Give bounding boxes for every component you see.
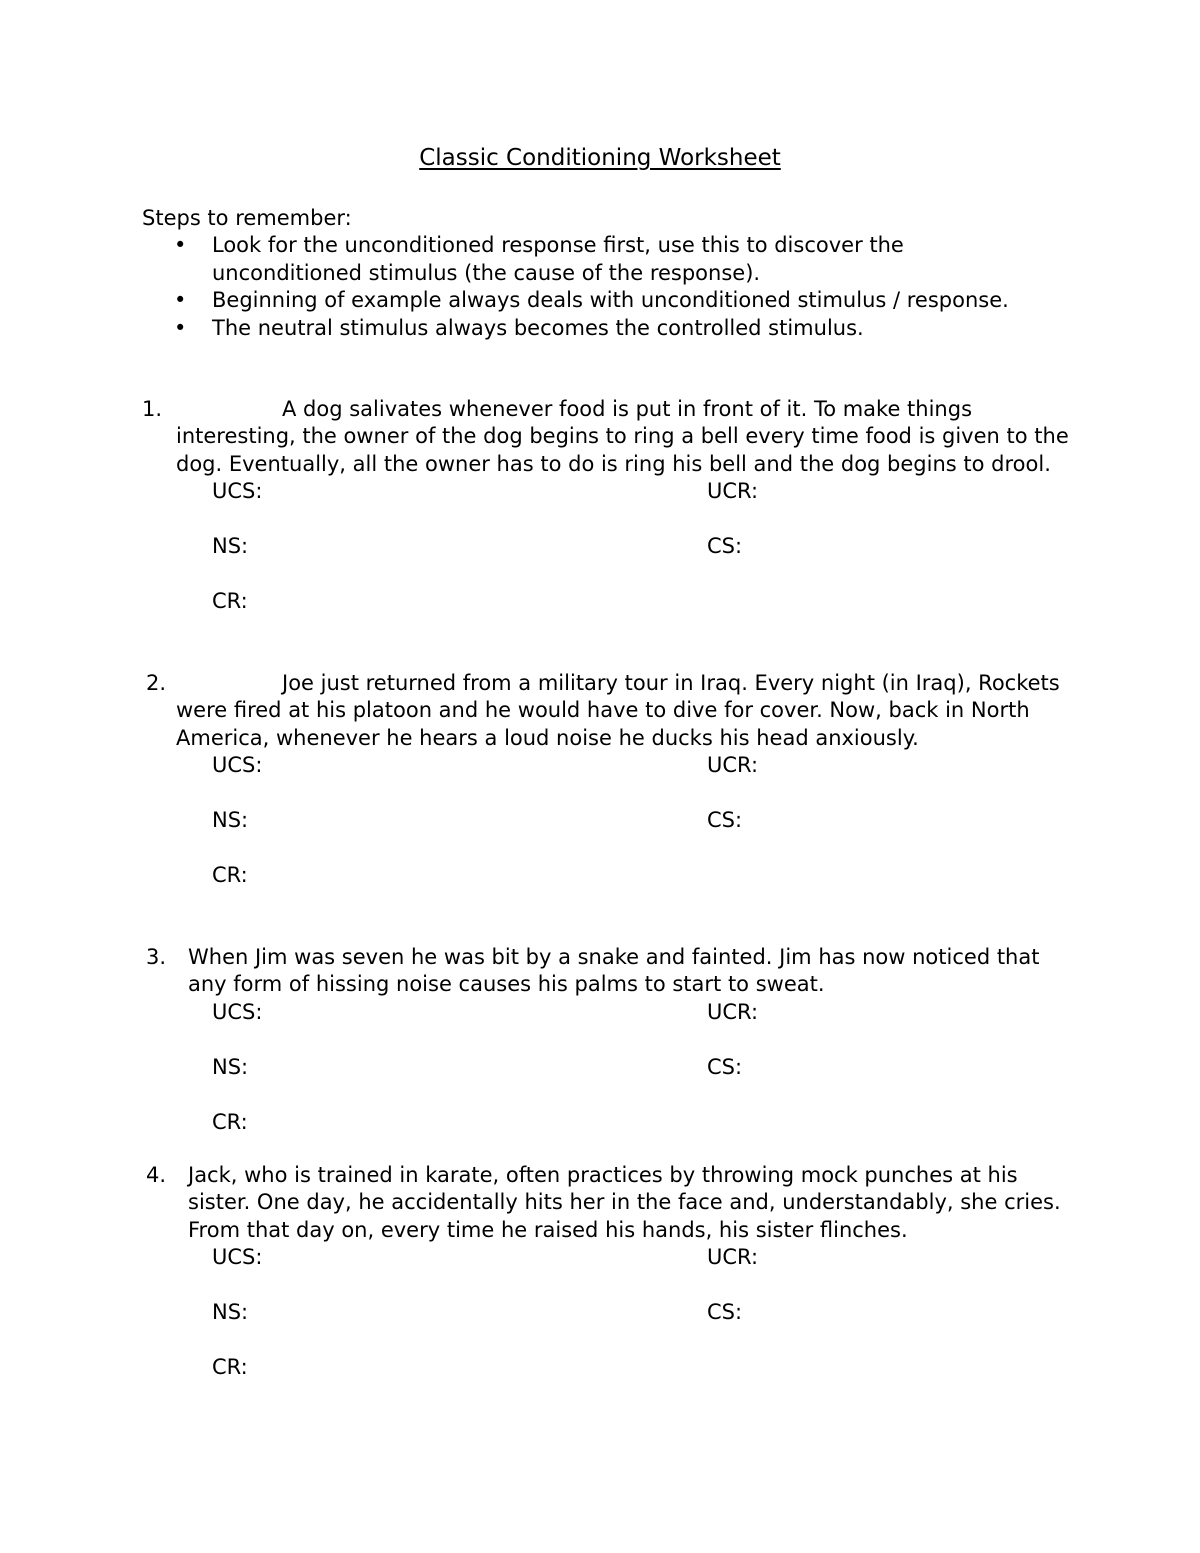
answer-grid [142, 478, 1072, 615]
answer-grid [142, 999, 1072, 1136]
ucr-label: UCR: [707, 753, 759, 778]
ucs-label: UCS: [212, 1245, 263, 1270]
ns-label: NS: [212, 1300, 249, 1325]
question-text [142, 396, 1072, 478]
ucr-label: UCR: [707, 479, 759, 504]
step-text: Beginning of example always deals with unconditioned stimulus / response. [212, 288, 1009, 313]
question-number: 1. [142, 397, 163, 421]
question-number: 2. [146, 671, 167, 695]
question-text [142, 1162, 1072, 1244]
question-text [142, 670, 1072, 752]
bullet-icon: • [174, 315, 187, 340]
ucr-label: UCR: [707, 1245, 759, 1270]
question-number: 4. [146, 1163, 167, 1187]
question-number: 3. [146, 945, 167, 969]
ucs-label: UCS: [212, 479, 263, 504]
list-item [142, 315, 1042, 342]
question-text [142, 944, 1072, 999]
ucs-label: UCS: [212, 999, 263, 1024]
question-body: A dog salivates whenever food is put in front of it. To make things interesting, the owner of the dog begins to ring a bell every time food is given to the dog. Eventually, all the owner has to do is ring his bell and the dog begins to drool. [176, 397, 1069, 476]
answer-grid [142, 1244, 1072, 1381]
question-2 [142, 670, 1072, 889]
steps-heading: Steps to remember: [142, 206, 352, 230]
answer-grid [142, 752, 1072, 889]
cs-label: CS: [707, 534, 743, 559]
step-text: The neutral stimulus always becomes the controlled stimulus. [212, 315, 864, 340]
question-3 [142, 944, 1072, 1136]
cs-label: CS: [707, 1054, 743, 1079]
ucr-label: UCR: [707, 999, 759, 1024]
ns-label: NS: [212, 808, 249, 833]
cr-label: CR: [212, 589, 248, 614]
bullet-icon: • [174, 288, 187, 313]
ns-label: NS: [212, 1054, 249, 1079]
cr-label: CR: [212, 1355, 248, 1380]
list-item [142, 287, 1042, 314]
page-title: Classic Conditioning Worksheet [419, 145, 781, 171]
ucs-label: UCS: [212, 753, 263, 778]
steps-list [142, 232, 1042, 342]
question-4 [142, 1162, 1072, 1381]
list-item [142, 232, 1042, 287]
bullet-icon: • [174, 233, 187, 258]
cs-label: CS: [707, 808, 743, 833]
question-body: Jack, who is trained in karate, often practices by throwing mock punches at his sister. One day, he accidentally hits her in the face and, understandably, she cries. From that day on, every time he raised his hands, his sister flinches. [188, 1163, 1061, 1242]
ns-label: NS: [212, 534, 249, 559]
cs-label: CS: [707, 1300, 743, 1325]
cr-label: CR: [212, 863, 248, 888]
cr-label: CR: [212, 1109, 248, 1134]
step-text: Look for the unconditioned response first, use this to discover the unconditioned stimulus (the cause of the response). [212, 233, 904, 285]
question-body: Joe just returned from a military tour in Iraq. Every night (in Iraq), Rockets were fired at his platoon and he would have to dive for cover. Now, back in North America, whenever he hears a loud noise he ducks his head anxiously. [176, 671, 1060, 750]
steps-section [142, 205, 1042, 342]
question-1 [142, 396, 1072, 615]
question-body: When Jim was seven he was bit by a snake and fainted. Jim has now noticed that any form of hissing noise causes his palms to start to sweat. [188, 945, 1040, 997]
